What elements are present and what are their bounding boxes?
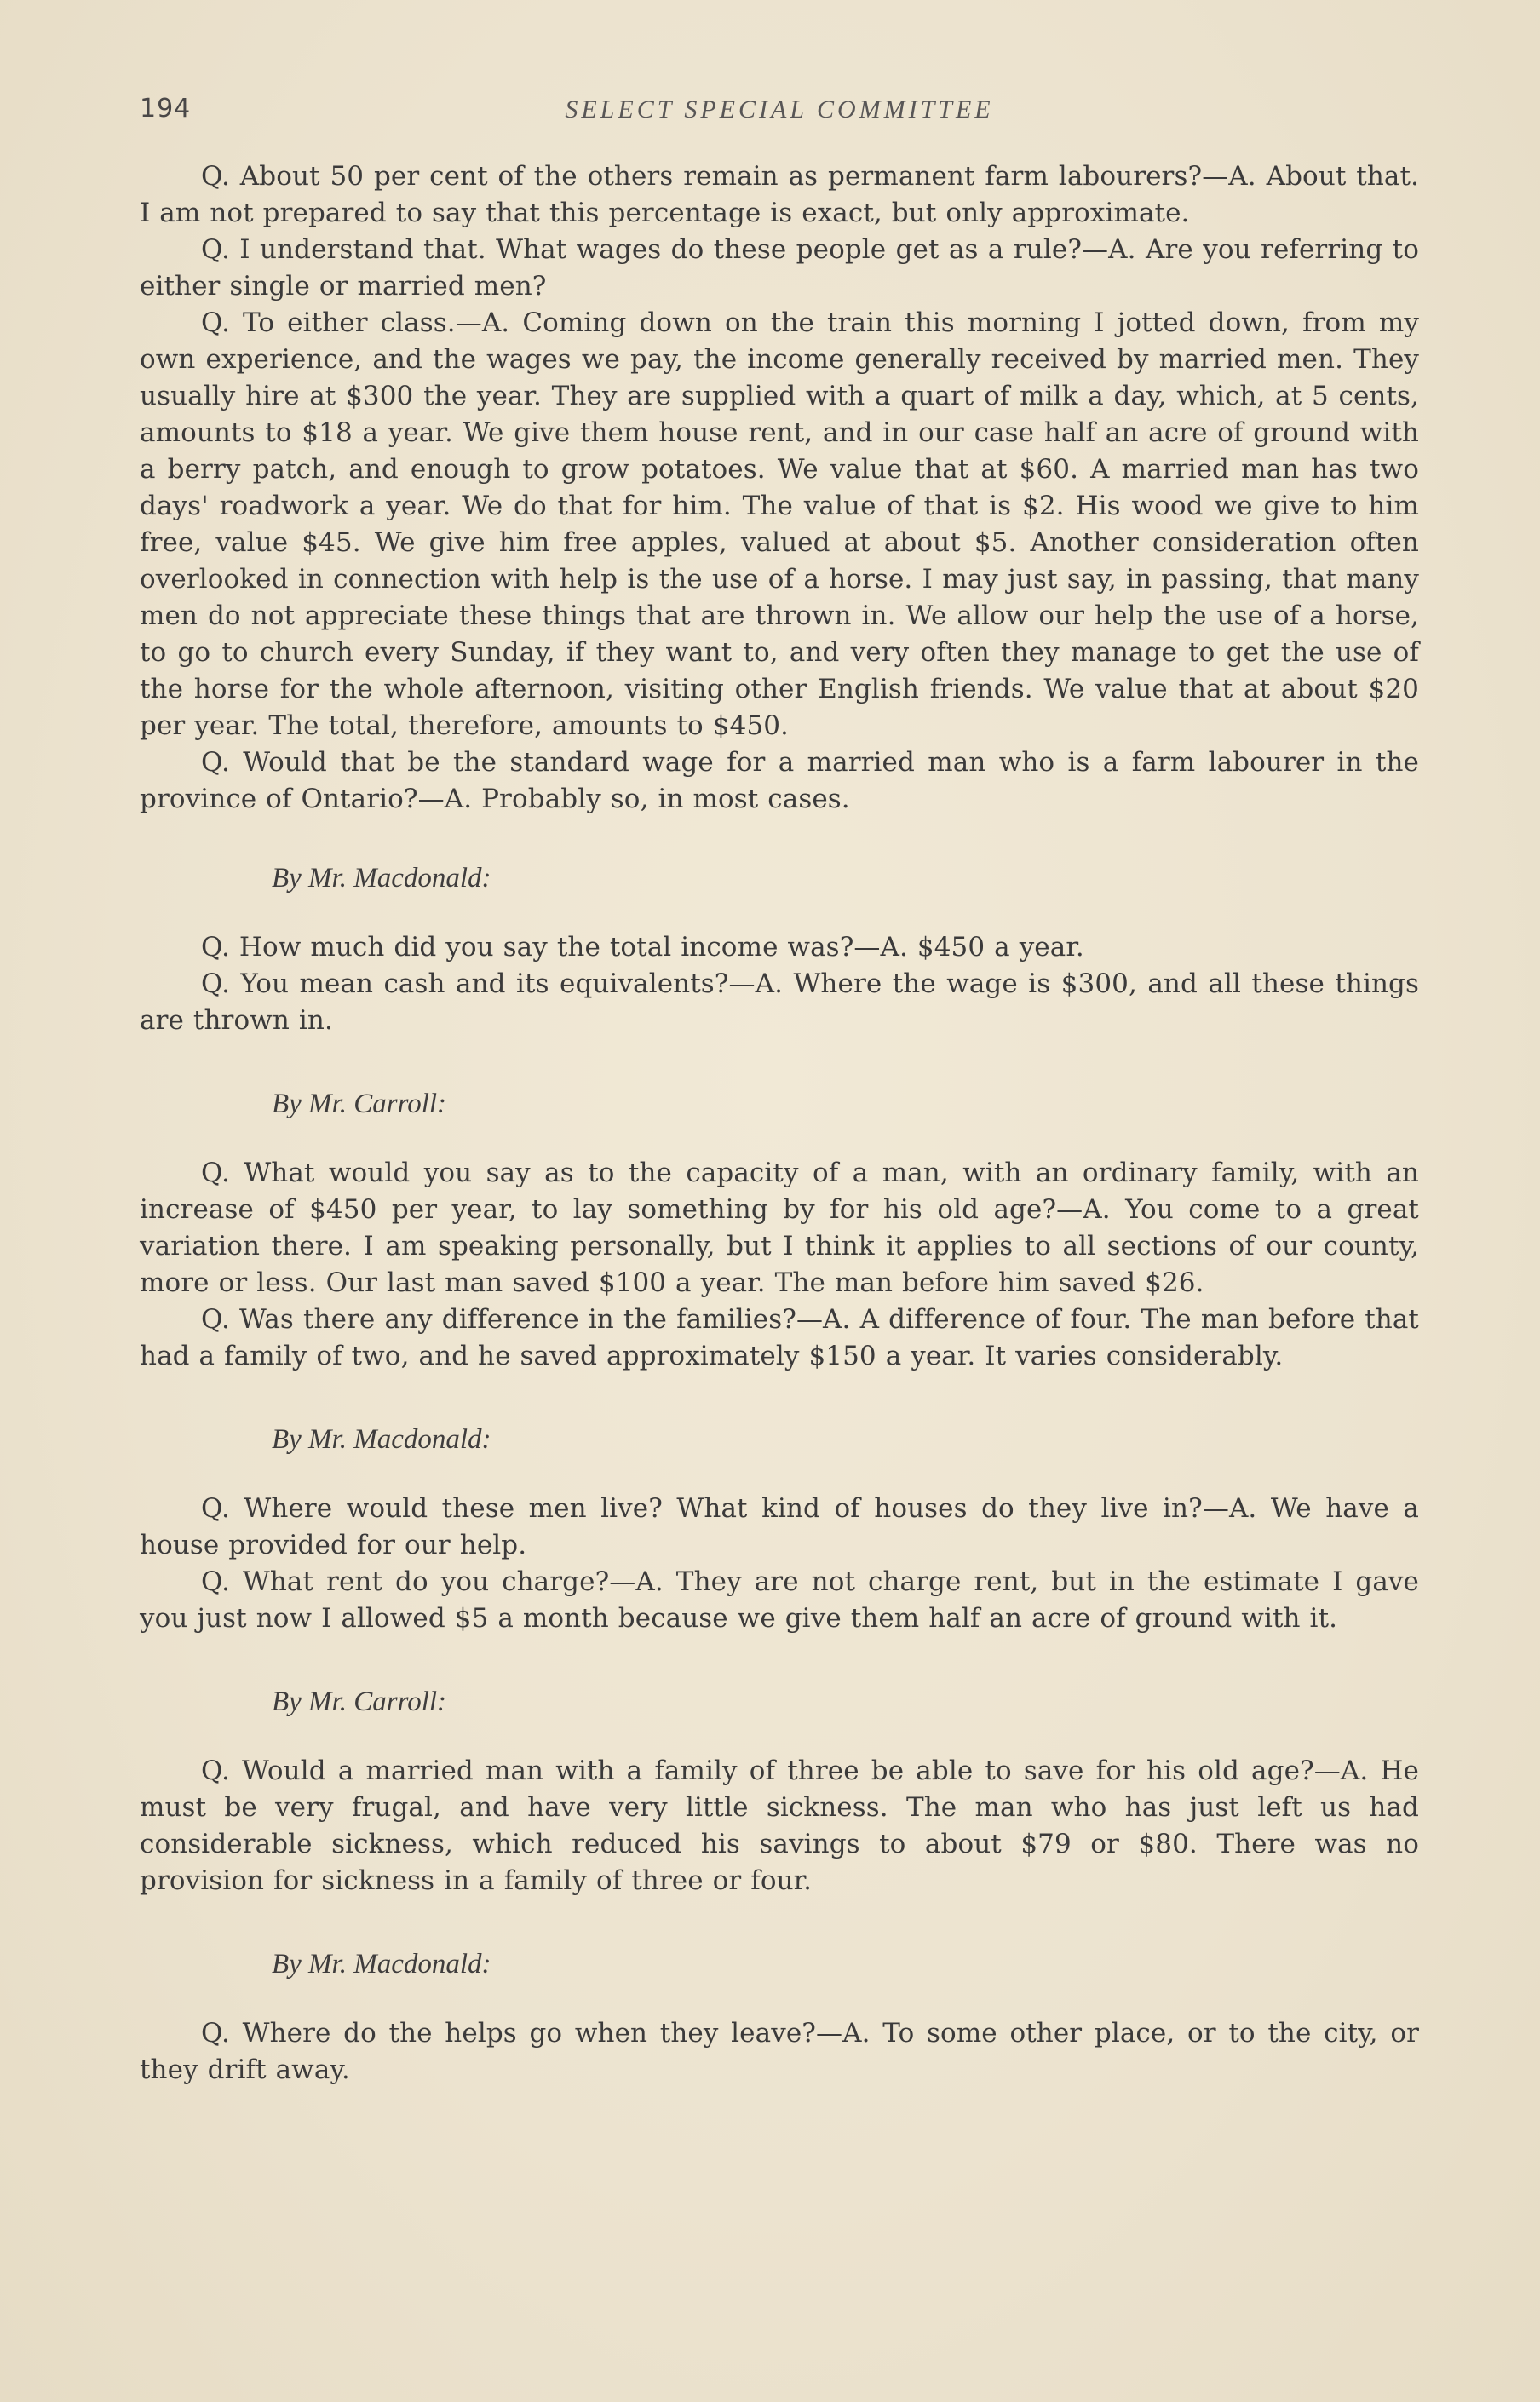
running-head: SELECT SPECIAL COMMITTEE — [565, 95, 994, 124]
testimony-paragraph: Q. How much did you say the total income was?—A. $450 a year. — [201, 932, 1084, 963]
testimony-paragraph: Q. Would that be the standard wage for a married man who is a farm labourer in the province of Ontario?—A. Probably so, in most cases. — [140, 747, 1419, 814]
speaker-heading: By Mr. Macdonald: — [272, 1949, 491, 1980]
testimony-paragraph: Q. Was there any difference in the families?—A. A difference of four. The man before that had a family of two, and he saved approximately $150 a year. It varies considerably. — [140, 1304, 1419, 1371]
testimony-section — [140, 1684, 1419, 1899]
testimony-paragraph: Q. What rent do you charge?—A. They are not charge rent, but in the estimate I gave you just now I allowed $5 a month because we give them half an acre of ground with it. — [140, 1566, 1419, 1634]
testimony-paragraph: Q. Would a married man with a family of three be able to save for his old age?—A. He must be very frugal, and have very little sickness. The man who has just left us had considerable sickness, which reduced his savings to about $79 or $80. There was no provision for sickness in a family of three or four. — [140, 1756, 1419, 1896]
testimony-section — [140, 860, 1419, 1039]
testimony-section — [140, 1086, 1419, 1375]
speaker-heading: By Mr. Macdonald: — [272, 863, 491, 894]
speaker-heading: By Mr. Carroll: — [272, 1687, 447, 1717]
testimony-paragraph: Q. Where do the helps go when they leave?—A. To some other place, or to the city, or they drift away. — [140, 2018, 1419, 2085]
testimony-paragraph: Q. To either class.—A. Coming down on the train this morning I jotted down, from my own experience, and the wages we pay, the income generally received by married men. They usually hire at $300 the year. They are supplied with a quart of milk a day, which, at 5 cents, amounts to $18 a year. We give them house rent, and in our case half an acre of ground with a berry patch, and enough to grow potatoes. We value that at $60. A married man has two days' roadwork a year. We do that for him. The value of that is $2. His wood we give to him free, value $45. We give him free apples, valued at about $5. Another consideration often overlooked in connection with help is the use of a horse. I may just say, in passing, that many men do not appreciate these things that are thrown in. We allow our help the use of a horse, to go to church every Sunday, if they want to, and very often they manage to get the use of the horse for the whole afternoon, visiting other English friends. We value that at about $20 per year. The total, therefore, amounts to $450. — [140, 307, 1419, 741]
page-header — [140, 94, 1419, 136]
testimony-section — [140, 1946, 1419, 2089]
page-body — [140, 158, 1419, 2089]
testimony-section — [140, 1422, 1419, 1637]
testimony-paragraph: Q. You mean cash and its equivalents?—A. Where the wage is $300, and all these things are thrown in. — [140, 968, 1419, 1036]
page-number: 194 — [140, 94, 192, 124]
speaker-heading: By Mr. Macdonald: — [272, 1424, 491, 1455]
testimony-paragraph: Q. Where would these men live? What kind of houses do they live in?—A. We have a house provided for our help. — [140, 1493, 1419, 1560]
testimony-paragraph: Q. I understand that. What wages do these people get as a rule?—A. Are you referring to either single or married men? — [140, 234, 1419, 302]
speaker-heading: By Mr. Carroll: — [272, 1089, 447, 1119]
testimony-paragraph: Q. What would you say as to the capacity of a man, with an ordinary family, with an increase of $450 per year, to lay something by for his old age?—A. You come to a great variation there. I am speaking personally, but I think it applies to all sections of our county, more or less. Our last man saved $100 a year. The man before him saved $26. — [140, 1158, 1419, 1298]
testimony-section — [140, 158, 1419, 818]
testimony-paragraph: Q. About 50 per cent of the others remain as permanent farm labourers?—A. About that. I am not prepared to say that this percentage is exact, but only approximate. — [140, 161, 1419, 228]
